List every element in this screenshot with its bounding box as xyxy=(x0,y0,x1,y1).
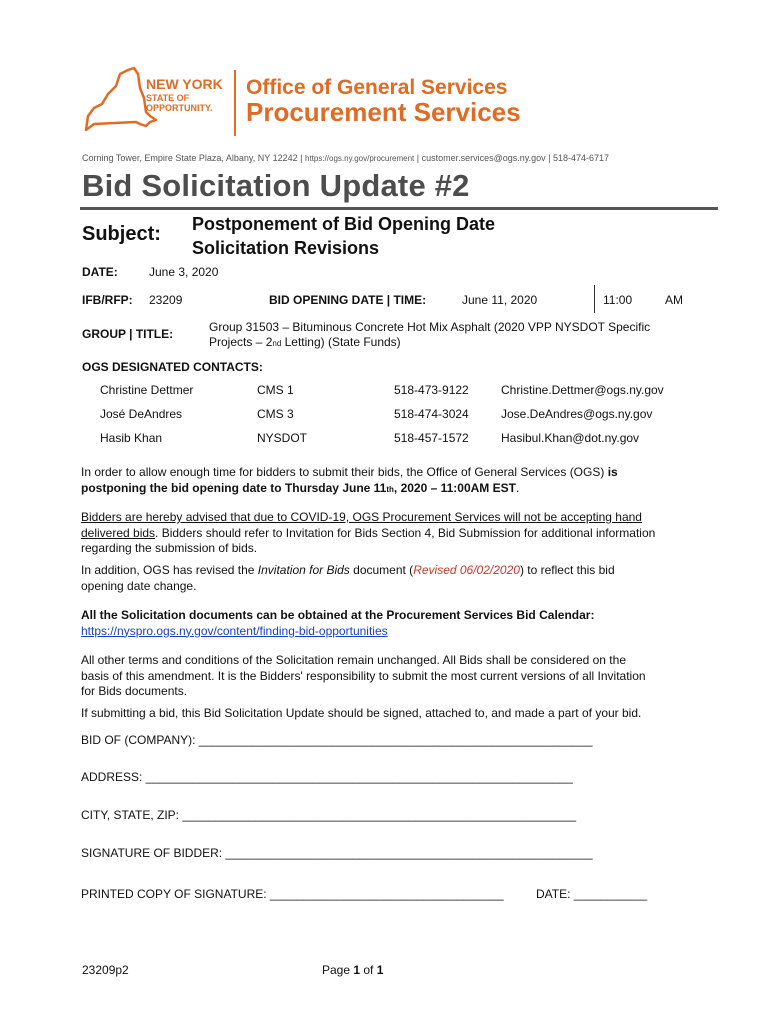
signature-field[interactable]: SIGNATURE OF BIDDER: _______________________________________________________ xyxy=(81,846,593,860)
paragraph-postponement: In order to allow enough time for bidders to submit their bids, the Office of General Services (OGS) is postponing the bid opening date to Thursday June 11th, 2020 – 11:00AM EST. xyxy=(81,465,618,495)
bid-calendar-link[interactable]: https://nyspro.ogs.ny.gov/content/finding-bid-opportunities xyxy=(81,623,388,638)
ny-logo-line2: STATE OF xyxy=(146,93,190,103)
footer-page-number: Page 1 of 1 xyxy=(322,963,384,977)
opening-label: BID OPENING DATE | TIME: xyxy=(269,293,427,307)
title-rule xyxy=(80,207,718,210)
opening-ampm: AM xyxy=(665,293,683,307)
date-label: DATE: xyxy=(82,265,118,279)
office-name: Office of General Services xyxy=(246,76,508,99)
contact-role: CMS 1 xyxy=(257,383,294,397)
procurement-url[interactable]: https://ogs.ny.gov/procurement xyxy=(305,154,415,163)
group-label: GROUP | TITLE: xyxy=(82,327,174,341)
opening-date: June 11, 2020 xyxy=(462,293,538,307)
ifb-value: 23209 xyxy=(149,293,183,307)
contact-name: Christine Dettmer xyxy=(100,383,194,397)
paragraph-terms: All other terms and conditions of the Solicitation remain unchanged. All Bids shall be considered on the basis of this amendment. It is the Bidders' responsibility to submit the most current versions of all Invitation for Bids documents. xyxy=(81,653,646,698)
address-field[interactable]: ADDRESS: ________________________________________________________________ xyxy=(81,770,573,784)
subject-line1: Postponement of Bid Opening Date xyxy=(192,214,496,234)
time-divider xyxy=(594,285,595,313)
opening-time: 11:00 xyxy=(603,293,633,307)
contact-role: CMS 3 xyxy=(257,407,294,421)
contact-email[interactable]: Christine.Dettmer@ogs.ny.gov xyxy=(501,383,664,397)
paragraph-revised: In addition, OGS has revised the Invitation for Bids document (Revised 06/02/2020) to reflect this bid opening date change. xyxy=(81,563,615,593)
subject-text xyxy=(192,212,495,260)
subject-label: Subject: xyxy=(82,223,161,245)
footer-doc-id: 23209p2 xyxy=(82,963,129,977)
contact-phone: 518-473-9122 xyxy=(394,383,469,397)
paragraph-documents: All the Solicitation documents can be obtained at the Procurement Services Bid Calendar: https://nyspro.ogs.ny.gov/content/finding-bid-opportunities xyxy=(81,608,595,638)
contact-phone: 518-474-3024 xyxy=(394,407,469,421)
group-line1: Group 31503 – Bituminous Concrete Hot Mix Asphalt (2020 VPP NYSDOT Specific xyxy=(209,320,651,334)
paragraph-covid: Bidders are hereby advised that due to COVID-19, OGS Procurement Services will not be accepting hand delivered bids. Bidders should refer to Invitation for Bids Section 4, Bid Submission for additional information regarding the submission of bids. xyxy=(81,510,656,555)
contact-phone: 518-457-1572 xyxy=(394,431,469,445)
contact-role: NYSDOT xyxy=(257,431,308,445)
contact-email[interactable]: Hasibul.Khan@dot.ny.gov xyxy=(501,431,640,445)
address-line: Corning Tower, Empire State Plaza, Albany, NY 12242 xyxy=(82,153,298,163)
city-state-zip-field[interactable]: CITY, STATE, ZIP: ___________________________________________________________ xyxy=(81,808,577,822)
contact-name: José DeAndres xyxy=(100,407,183,421)
date-value: June 3, 2020 xyxy=(149,265,219,279)
printed-signature-field[interactable]: PRINTED COPY OF SIGNATURE: ___________________________________ xyxy=(81,887,504,901)
page-title: Bid Solicitation Update #2 xyxy=(82,168,470,203)
subject-line2: Solicitation Revisions xyxy=(192,238,380,258)
group-title xyxy=(209,320,689,351)
header-contact-line: Corning Tower, Empire State Plaza, Albany, NY 12242 | https://ogs.ny.gov/procurement | customer.services@ogs.ny.gov | 518-474-6717 xyxy=(82,153,610,163)
paragraph-submitting: If submitting a bid, this Bid Solicitation Update should be signed, attached to, and made a part of your bid. xyxy=(81,706,642,720)
division-name: Procurement Services xyxy=(246,97,521,127)
contact-email[interactable]: Jose.DeAndres@ogs.ny.gov xyxy=(501,407,653,421)
group-line2: Projects – 2nd Letting) (State Funds) xyxy=(209,335,401,349)
contacts-heading: OGS DESIGNATED CONTACTS: xyxy=(82,360,263,374)
ny-logo-line1: NEW YORK xyxy=(146,76,223,92)
signature-date-field[interactable]: DATE: ___________ xyxy=(536,887,648,901)
logo-divider xyxy=(234,70,236,136)
ny-logo-line3: OPPORTUNITY. xyxy=(146,103,213,113)
company-field[interactable]: BID OF (COMPANY): ___________________________________________________________ xyxy=(81,733,593,747)
contact-name: Hasib Khan xyxy=(100,431,163,445)
email-phone[interactable]: customer.services@ogs.ny.gov | 518-474-6717 xyxy=(421,153,610,163)
ifb-label: IFB/RFP: xyxy=(82,293,133,307)
